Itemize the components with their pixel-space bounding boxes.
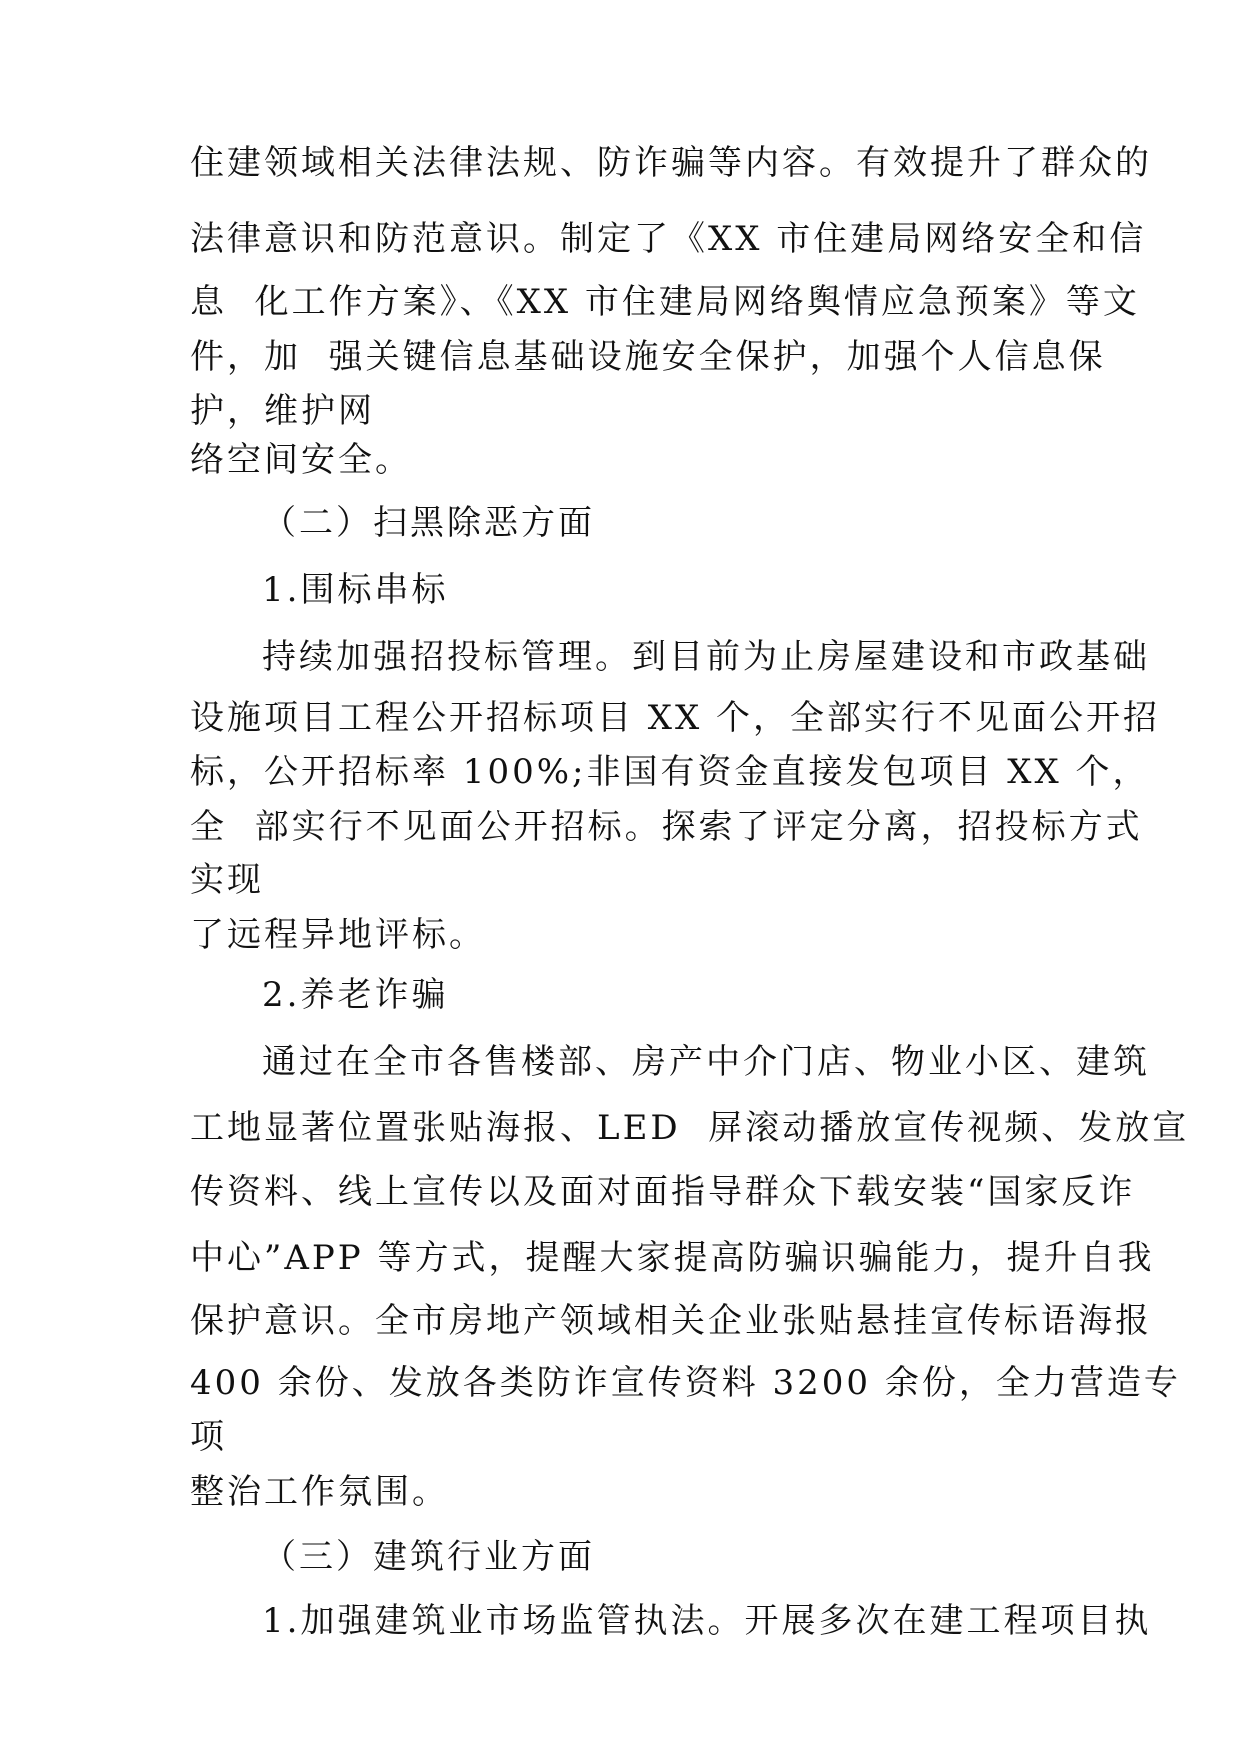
text-line: 了远程异地评标。	[190, 915, 486, 955]
text-line: 整治工作氛围。	[190, 1472, 449, 1512]
text-line: 住建领域相关法律法规、防诈骗等内容。有效提升了群众的	[190, 143, 1152, 183]
text-line: 工地显著位置张贴海报、LED 屏滚动播放宣传视频、发放宣	[190, 1108, 1190, 1148]
text-line: 400 余份、发放各类防诈宣传资料 3200 余份，全力营造专	[190, 1363, 1181, 1403]
text-line: 中心”APP 等方式，提醒大家提高防骗识骗能力，提升自我	[190, 1238, 1155, 1278]
text-line: 1.加强建筑业市场监管执法。开展多次在建工程项目执	[262, 1601, 1152, 1641]
subsection-heading: 1.围标串标	[262, 570, 449, 610]
text-line: 实现	[190, 860, 264, 900]
text-line: 络空间安全。	[190, 440, 412, 480]
text-line: 传资料、线上宣传以及面对面指导群众下载安装“国家反诈	[190, 1172, 1136, 1212]
section-heading: （二）扫黑除恶方面	[262, 503, 595, 543]
text-line: 项	[190, 1417, 227, 1457]
section-heading: （三）建筑行业方面	[262, 1537, 595, 1577]
text-line: 护，维护网	[190, 391, 375, 431]
text-line: 通过在全市各售楼部、房产中介门店、物业小区、建筑	[262, 1042, 1150, 1082]
text-line: 息 化工作方案》、《XX 市住建局网络舆情应急预案》等文	[190, 282, 1140, 322]
text-line: 持续加强招投标管理。到目前为止房屋建设和市政基础	[262, 637, 1150, 677]
text-line: 件，加 强关键信息基础设施安全保护，加强个人信息保	[190, 337, 1106, 377]
subsection-heading: 2.养老诈骗	[262, 975, 449, 1015]
text-line: 保护意识。全市房地产领域相关企业张贴悬挂宣传标语海报	[190, 1301, 1152, 1341]
text-line: 法律意识和防范意识。制定了《XX 市住建局网络安全和信	[190, 219, 1147, 259]
text-line: 标，公开招标率 100%;非国有资金直接发包项目 XX 个，	[190, 752, 1150, 792]
text-line: 全 部实行不见面公开招标。探索了评定分离，招投标方式	[190, 807, 1143, 847]
text-line: 设施项目工程公开招标项目 XX 个，全部实行不见面公开招	[190, 698, 1161, 738]
